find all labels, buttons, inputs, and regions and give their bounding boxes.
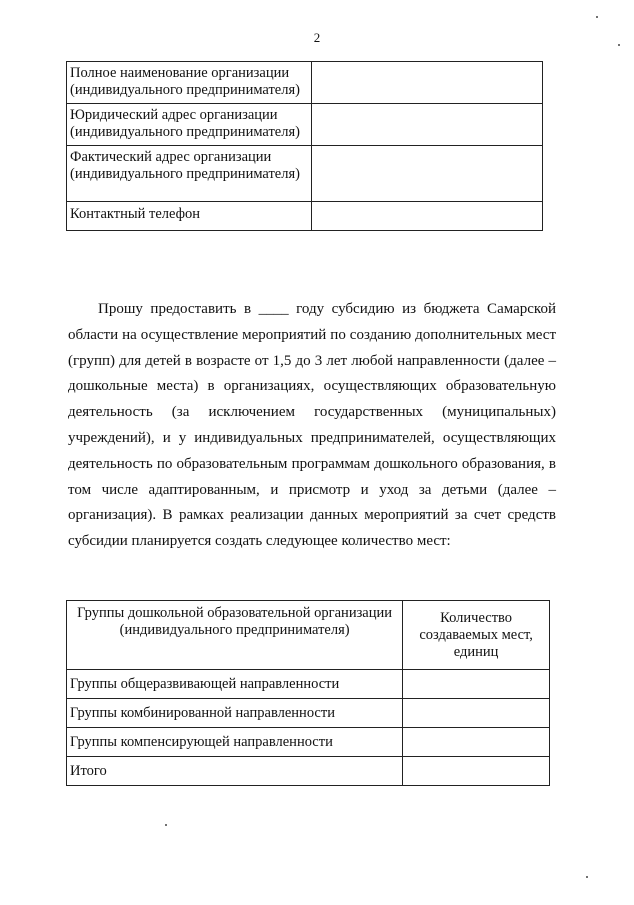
- table-header-row: [67, 601, 550, 670]
- full-name-value[interactable]: [312, 62, 543, 104]
- total-label: Итого: [67, 757, 403, 786]
- table-row: [67, 202, 543, 231]
- table-row: [67, 670, 550, 699]
- places-count-column-header: Количество создаваемых мест, единиц: [403, 601, 550, 670]
- combined-groups-value[interactable]: [403, 699, 550, 728]
- contact-phone-value[interactable]: [312, 202, 543, 231]
- table-row: [67, 62, 543, 104]
- table-row: [67, 104, 543, 146]
- organization-info-table: [66, 61, 543, 231]
- table-row: [67, 146, 543, 202]
- scan-speck: [586, 876, 588, 878]
- groups-column-header: Группы дошкольной образовательной организации (индивидуального предпринимателя): [67, 601, 403, 670]
- contact-phone-label: Контактный телефон: [67, 202, 312, 231]
- legal-address-value[interactable]: [312, 104, 543, 146]
- table-row: [67, 728, 550, 757]
- actual-address-label: Фактический адрес организации (индивидуального предпринимателя): [67, 146, 312, 202]
- compensating-groups-value[interactable]: [403, 728, 550, 757]
- legal-address-label: Юридический адрес организации (индивидуального предпринимателя): [67, 104, 312, 146]
- year-blank[interactable]: ____: [258, 301, 289, 317]
- compensating-groups-label: Группы компенсирующей направленности: [67, 728, 403, 757]
- table-row: [67, 699, 550, 728]
- request-text-rest: году субсидию из бюджета Самарской области на осуществление мероприятий по созданию дополнительных мест (групп) для детей в возрасте от 1,5 до 3 лет любой направленности (далее – дошкольные места) в организациях, осуществляющих образовательную деятельность (за исключением государственных (муниципальных) учреждений), и у индивидуальных предпринимателей, осуществляющих деятельность по образовательным программам дошкольного образования, в том числе адаптированным, и присмотр и уход за детьми (далее – организация). В рамках реализации данных мероприятий за счет средств субсидии планируется создать следующее количество мест:: [68, 301, 556, 550]
- page-number: 2: [313, 30, 321, 45]
- scan-speck: [165, 824, 167, 826]
- scan-speck: [596, 16, 598, 18]
- request-paragraph: [68, 297, 556, 555]
- combined-groups-label: Группы комбинированной направленности: [67, 699, 403, 728]
- table-row: [67, 757, 550, 786]
- request-text-start: Прошу предоставить в: [98, 301, 252, 317]
- scan-speck: [618, 44, 620, 46]
- general-groups-label: Группы общеразвивающей направленности: [67, 670, 403, 699]
- general-groups-value[interactable]: [403, 670, 550, 699]
- full-name-label: Полное наименование организации (индивидуального предпринимателя): [67, 62, 312, 104]
- actual-address-value[interactable]: [312, 146, 543, 202]
- groups-table: [66, 600, 550, 786]
- total-value[interactable]: [403, 757, 550, 786]
